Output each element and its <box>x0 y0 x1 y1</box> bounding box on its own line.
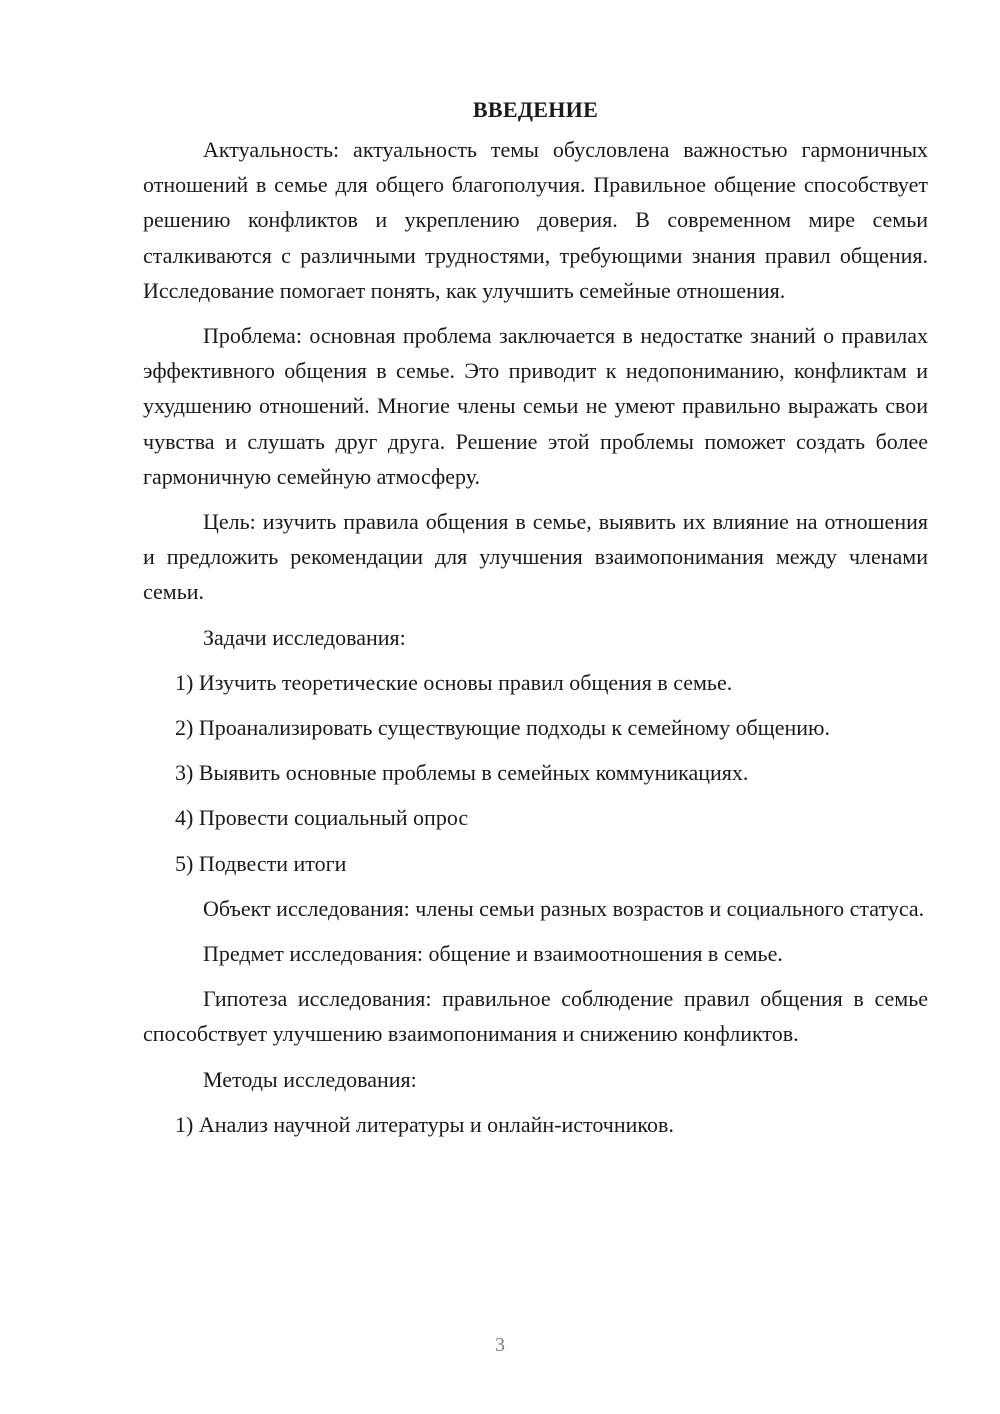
goal-paragraph: Цель: изучить правила общения в семье, выявить их влияние на отношения и предложить рекомендации для улучшения взаимопонимания между членами семьи. <box>143 509 928 605</box>
methods-heading: Методы исследования: <box>203 1066 417 1092</box>
document-page <box>143 92 928 1152</box>
hypothesis-paragraph: Гипотеза исследования: правильное соблюдение правил общения в семье способствует улучшению взаимопонимания и снижению конфликтов. <box>143 986 928 1047</box>
methods-list <box>143 1107 928 1142</box>
task-item: 3) Выявить основные проблемы в семейных коммуникациях. <box>175 760 749 786</box>
page-number: 3 <box>495 1334 505 1356</box>
problem-paragraph: Проблема: основная проблема заключается в недостатке знаний о правилах эффективного общения в семье. Это приводит к недопониманию, конфликтам и ухудшению отношений. Многие члены семьи не умеют правильно выражать свои чувства и слушать друг друга. Решение этой проблемы поможет создать более гармоничную семейную атмосферу. <box>143 323 928 489</box>
task-item: 2) Проанализировать существующие подходы к семейному общению. <box>175 715 830 741</box>
task-item: 4) Провести социальный опрос <box>175 805 469 831</box>
relevance-paragraph: Актуальность: актуальность темы обусловлена важностью гармоничных отношений в семье для общего благополучия. Правильное общение способствует решению конфликтов и укреплению доверия. В современном мире семьи сталкиваются с различными трудностями, требующими знания правил общения. Исследование помогает понять, как улучшить семейные отношения. <box>143 137 928 303</box>
task-item: 1) Изучить теоретические основы правил общения в семье. <box>175 669 733 695</box>
tasks-list <box>143 665 928 881</box>
subject-paragraph: Предмет исследования: общение и взаимоотношения в семье. <box>203 941 783 967</box>
object-paragraph: Объект исследования: члены семьи разных возрастов и социального статуса. <box>203 895 925 921</box>
method-item: 1) Анализ научной литературы и онлайн-источников. <box>175 1111 674 1137</box>
page-title: ВВЕДЕНИЕ <box>472 97 599 122</box>
task-item: 5) Подвести итоги <box>175 850 347 876</box>
tasks-heading: Задачи исследования: <box>203 624 406 650</box>
